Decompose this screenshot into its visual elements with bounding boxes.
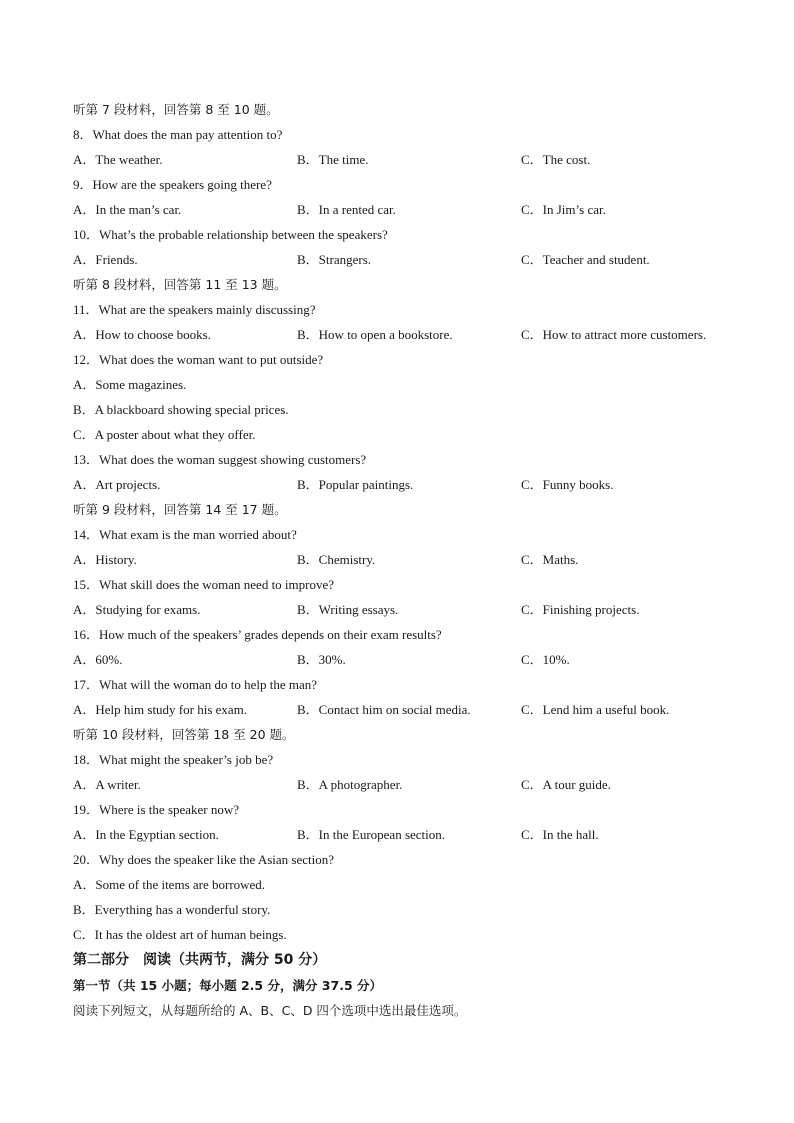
question-15: 15．What skill does the woman need to improve? [73,577,335,592]
option-c: C．How to attract more customers. [521,327,707,342]
option-a: A．History. [73,552,137,567]
question-9-options [73,197,733,222]
option-c: C．A poster about what they offer. [73,427,256,442]
option-b: B．Writing essays. [297,602,399,617]
question-11-options [73,322,733,347]
passage-7-header: 听第 7 段材料，回答第 8 至 10 题。 [73,102,279,117]
option-c: C．Lend him a useful book. [521,702,670,717]
part-2-title: 第二部分 阅读（共两节，满分 50 分） [73,952,327,968]
option-a: A．Some of the items are borrowed. [73,877,266,892]
question-17: 17．What will the woman do to help the man? [73,677,318,692]
option-a: A．How to choose books. [73,327,211,342]
option-b: B．The time. [297,152,369,167]
question-12: 12．What does the woman want to put outside? [73,352,324,367]
passage-8-header: 听第 8 段材料，回答第 11 至 13 题。 [73,277,287,292]
question-14-options [73,547,733,572]
option-b: B．Everything has a wonderful story. [73,902,271,917]
question-19: 19．Where is the speaker now? [73,802,240,817]
option-a: A．Some magazines. [73,377,187,392]
question-20: 20．Why does the speaker like the Asian section? [73,852,335,867]
option-c: C．In the hall. [521,827,599,842]
option-a: A．In the Egyptian section. [73,827,219,842]
option-c: C．10%. [521,652,570,667]
option-b: B．A blackboard showing special prices. [73,402,289,417]
option-b: B．Popular paintings. [297,477,414,492]
option-a: A．In the man’s car. [73,202,182,217]
question-19-options [73,822,733,847]
question-17-options [73,697,733,722]
question-9: 9．How are the speakers going there? [73,177,272,192]
option-b: B．A photographer. [297,777,403,792]
question-10: 10．What’s the probable relationship between the speakers? [73,227,388,242]
question-10-options [73,247,733,272]
option-b: B．In the European section. [297,827,446,842]
passage-9-header: 听第 9 段材料，回答第 14 至 17 题。 [73,502,287,517]
question-16: 16．How much of the speakers’ grades depends on their exam results? [73,627,442,642]
option-a: A．Art projects. [73,477,161,492]
option-c: C．Funny books. [521,477,614,492]
option-c: C．It has the oldest art of human beings. [73,927,287,942]
question-14: 14．What exam is the man worried about? [73,527,297,542]
option-a: A．60%. [73,652,123,667]
option-a: A．The weather. [73,152,163,167]
question-8: 8．What does the man pay attention to? [73,127,283,142]
question-18: 18．What might the speaker’s job be? [73,752,274,767]
option-a: A．A writer. [73,777,141,792]
question-11: 11．What are the speakers mainly discussing? [73,302,316,317]
option-b: B．Contact him on social media. [297,702,471,717]
option-b: B．Strangers. [297,252,372,267]
question-8-options [73,147,733,172]
option-b: B．In a rented car. [297,202,396,217]
option-c: C．In Jim’s car. [521,202,606,217]
question-15-options [73,597,733,622]
option-a: A．Studying for exams. [73,602,201,617]
option-c: C．Maths. [521,552,579,567]
option-b: B．How to open a bookstore. [297,327,453,342]
option-c: C．Finishing projects. [521,602,640,617]
question-18-options [73,772,733,797]
question-16-options [73,647,733,672]
option-c: C．Teacher and student. [521,252,650,267]
option-a: A．Help him study for his exam. [73,702,248,717]
reading-instruction: 阅读下列短文，从每题所给的 A、B、C、D 四个选项中选出最佳选项。 [73,1003,467,1018]
listening-section [73,97,733,1024]
option-a: A．Friends. [73,252,138,267]
option-b: B．30%. [297,652,346,667]
question-13: 13．What does the woman suggest showing customers? [73,452,367,467]
section-1-title: 第一节（共 15 小题；每小题 2.5 分，满分 37.5 分） [73,978,382,993]
option-c: C．The cost. [521,152,591,167]
option-c: C．A tour guide. [521,777,611,792]
passage-10-header: 听第 10 段材料，回答第 18 至 20 题。 [73,727,295,742]
option-b: B．Chemistry. [297,552,376,567]
question-13-options [73,472,733,497]
